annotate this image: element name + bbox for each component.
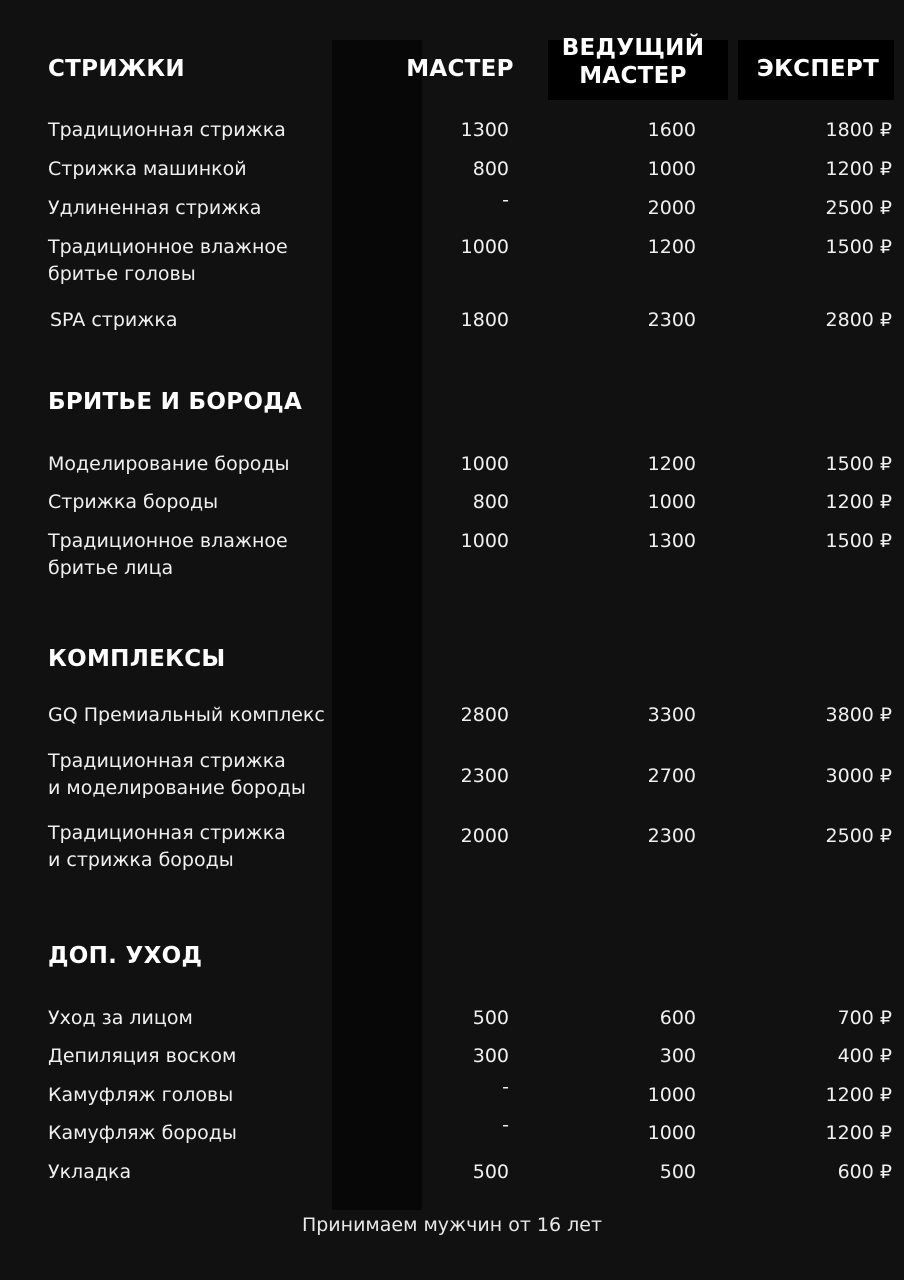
service-name: Стрижка бороды xyxy=(48,491,219,513)
price-expert: 2500 ₽ xyxy=(825,197,892,219)
service-name: Удлиненная стрижка xyxy=(48,197,262,219)
price-expert: 2500 ₽ xyxy=(825,825,892,847)
service-name: Традиционная стрижка xyxy=(48,119,286,141)
service-name: GQ Премиальный комплекс xyxy=(48,704,325,726)
price-lead-master: 600 xyxy=(659,1007,696,1029)
table-row xyxy=(0,1114,904,1150)
price-master: - xyxy=(502,1114,509,1136)
price-expert: 600 ₽ xyxy=(837,1161,892,1183)
price-master: 1000 xyxy=(460,236,509,258)
price-expert: 1500 ₽ xyxy=(825,453,892,475)
price-expert: 1200 ₽ xyxy=(825,491,892,513)
price-lead-master: 1200 xyxy=(647,236,696,258)
price-expert: 1200 ₽ xyxy=(825,1122,892,1144)
table-row xyxy=(0,489,904,519)
price-master: 300 xyxy=(472,1045,509,1067)
column-header-lead-master: ВЕДУЩИЙ МАСТЕР xyxy=(561,35,705,89)
price-master: 1000 xyxy=(460,530,509,552)
service-name: Традиционное влажное бритье головы xyxy=(48,236,288,285)
table-row xyxy=(0,189,904,225)
price-master: - xyxy=(502,189,509,211)
table-row xyxy=(0,234,904,285)
service-name: SPA стрижка xyxy=(50,309,178,331)
price-master: - xyxy=(502,1076,509,1098)
table-row xyxy=(0,307,904,337)
price-expert: 3800 ₽ xyxy=(825,704,892,726)
price-master: 500 xyxy=(472,1007,509,1029)
table-row xyxy=(0,748,904,799)
table-row xyxy=(0,820,904,871)
column-header-expert: ЭКСПЕРТ xyxy=(756,56,880,82)
price-lead-master: 1000 xyxy=(647,158,696,180)
section-title-care: ДОП. УХОД xyxy=(48,943,203,969)
service-name: Традиционная стрижка и моделирование бороды xyxy=(48,750,306,799)
table-row xyxy=(0,1005,904,1035)
price-lead-master: 2700 xyxy=(647,765,696,787)
service-name: Укладка xyxy=(48,1161,132,1183)
table-row xyxy=(0,451,904,481)
service-name: Традиционная стрижка и стрижка бороды xyxy=(48,822,286,871)
price-lead-master: 1000 xyxy=(647,1122,696,1144)
price-lead-master: 1000 xyxy=(647,491,696,513)
section-title-beard: БРИТЬЕ И БОРОДА xyxy=(48,389,303,415)
price-lead-master: 2300 xyxy=(647,825,696,847)
price-expert: 1800 ₽ xyxy=(825,119,892,141)
price-master: 2800 xyxy=(460,704,509,726)
price-master: 800 xyxy=(472,491,509,513)
price-master: 1000 xyxy=(460,453,509,475)
table-row xyxy=(0,1159,904,1189)
price-expert: 1200 ₽ xyxy=(825,158,892,180)
table-row xyxy=(0,528,904,579)
price-expert: 3000 ₽ xyxy=(825,765,892,787)
price-lead-master: 2300 xyxy=(647,309,696,331)
age-notice: Принимаем мужчин от 16 лет xyxy=(301,1214,603,1236)
price-master: 1800 xyxy=(460,309,509,331)
price-lead-master: 1600 xyxy=(647,119,696,141)
table-row xyxy=(0,1043,904,1073)
column-header-master: МАСТЕР xyxy=(406,56,514,82)
price-expert: 1500 ₽ xyxy=(825,530,892,552)
service-name: Стрижка машинкой xyxy=(48,158,247,180)
price-master: 1300 xyxy=(460,119,509,141)
price-expert: 1500 ₽ xyxy=(825,236,892,258)
price-lead-master: 300 xyxy=(659,1045,696,1067)
price-master: 2000 xyxy=(460,825,509,847)
table-row xyxy=(0,156,904,186)
section-title-complex: КОМПЛЕКСЫ xyxy=(48,646,226,672)
price-expert: 400 ₽ xyxy=(837,1045,892,1067)
service-name: Традиционное влажное бритье лица xyxy=(48,530,288,579)
price-master: 800 xyxy=(472,158,509,180)
price-expert: 2800 ₽ xyxy=(825,309,892,331)
price-master: 500 xyxy=(472,1161,509,1183)
price-expert: 700 ₽ xyxy=(837,1007,892,1029)
service-name: Моделирование бороды xyxy=(48,453,290,475)
service-name: Камуфляж бороды xyxy=(48,1122,237,1144)
table-row xyxy=(0,702,904,732)
price-lead-master: 1300 xyxy=(647,530,696,552)
service-name: Уход за лицом xyxy=(48,1007,193,1029)
price-lead-master: 1000 xyxy=(647,1084,696,1106)
price-master: 2300 xyxy=(460,765,509,787)
table-row xyxy=(0,1076,904,1112)
price-expert: 1200 ₽ xyxy=(825,1084,892,1106)
price-lead-master: 3300 xyxy=(647,704,696,726)
table-row xyxy=(0,117,904,147)
section-title-haircuts: СТРИЖКИ xyxy=(48,56,185,82)
service-name: Камуфляж головы xyxy=(48,1084,234,1106)
price-lead-master: 1200 xyxy=(647,453,696,475)
service-name: Депиляция воском xyxy=(48,1045,237,1067)
price-lead-master: 500 xyxy=(659,1161,696,1183)
price-lead-master: 2000 xyxy=(647,197,696,219)
